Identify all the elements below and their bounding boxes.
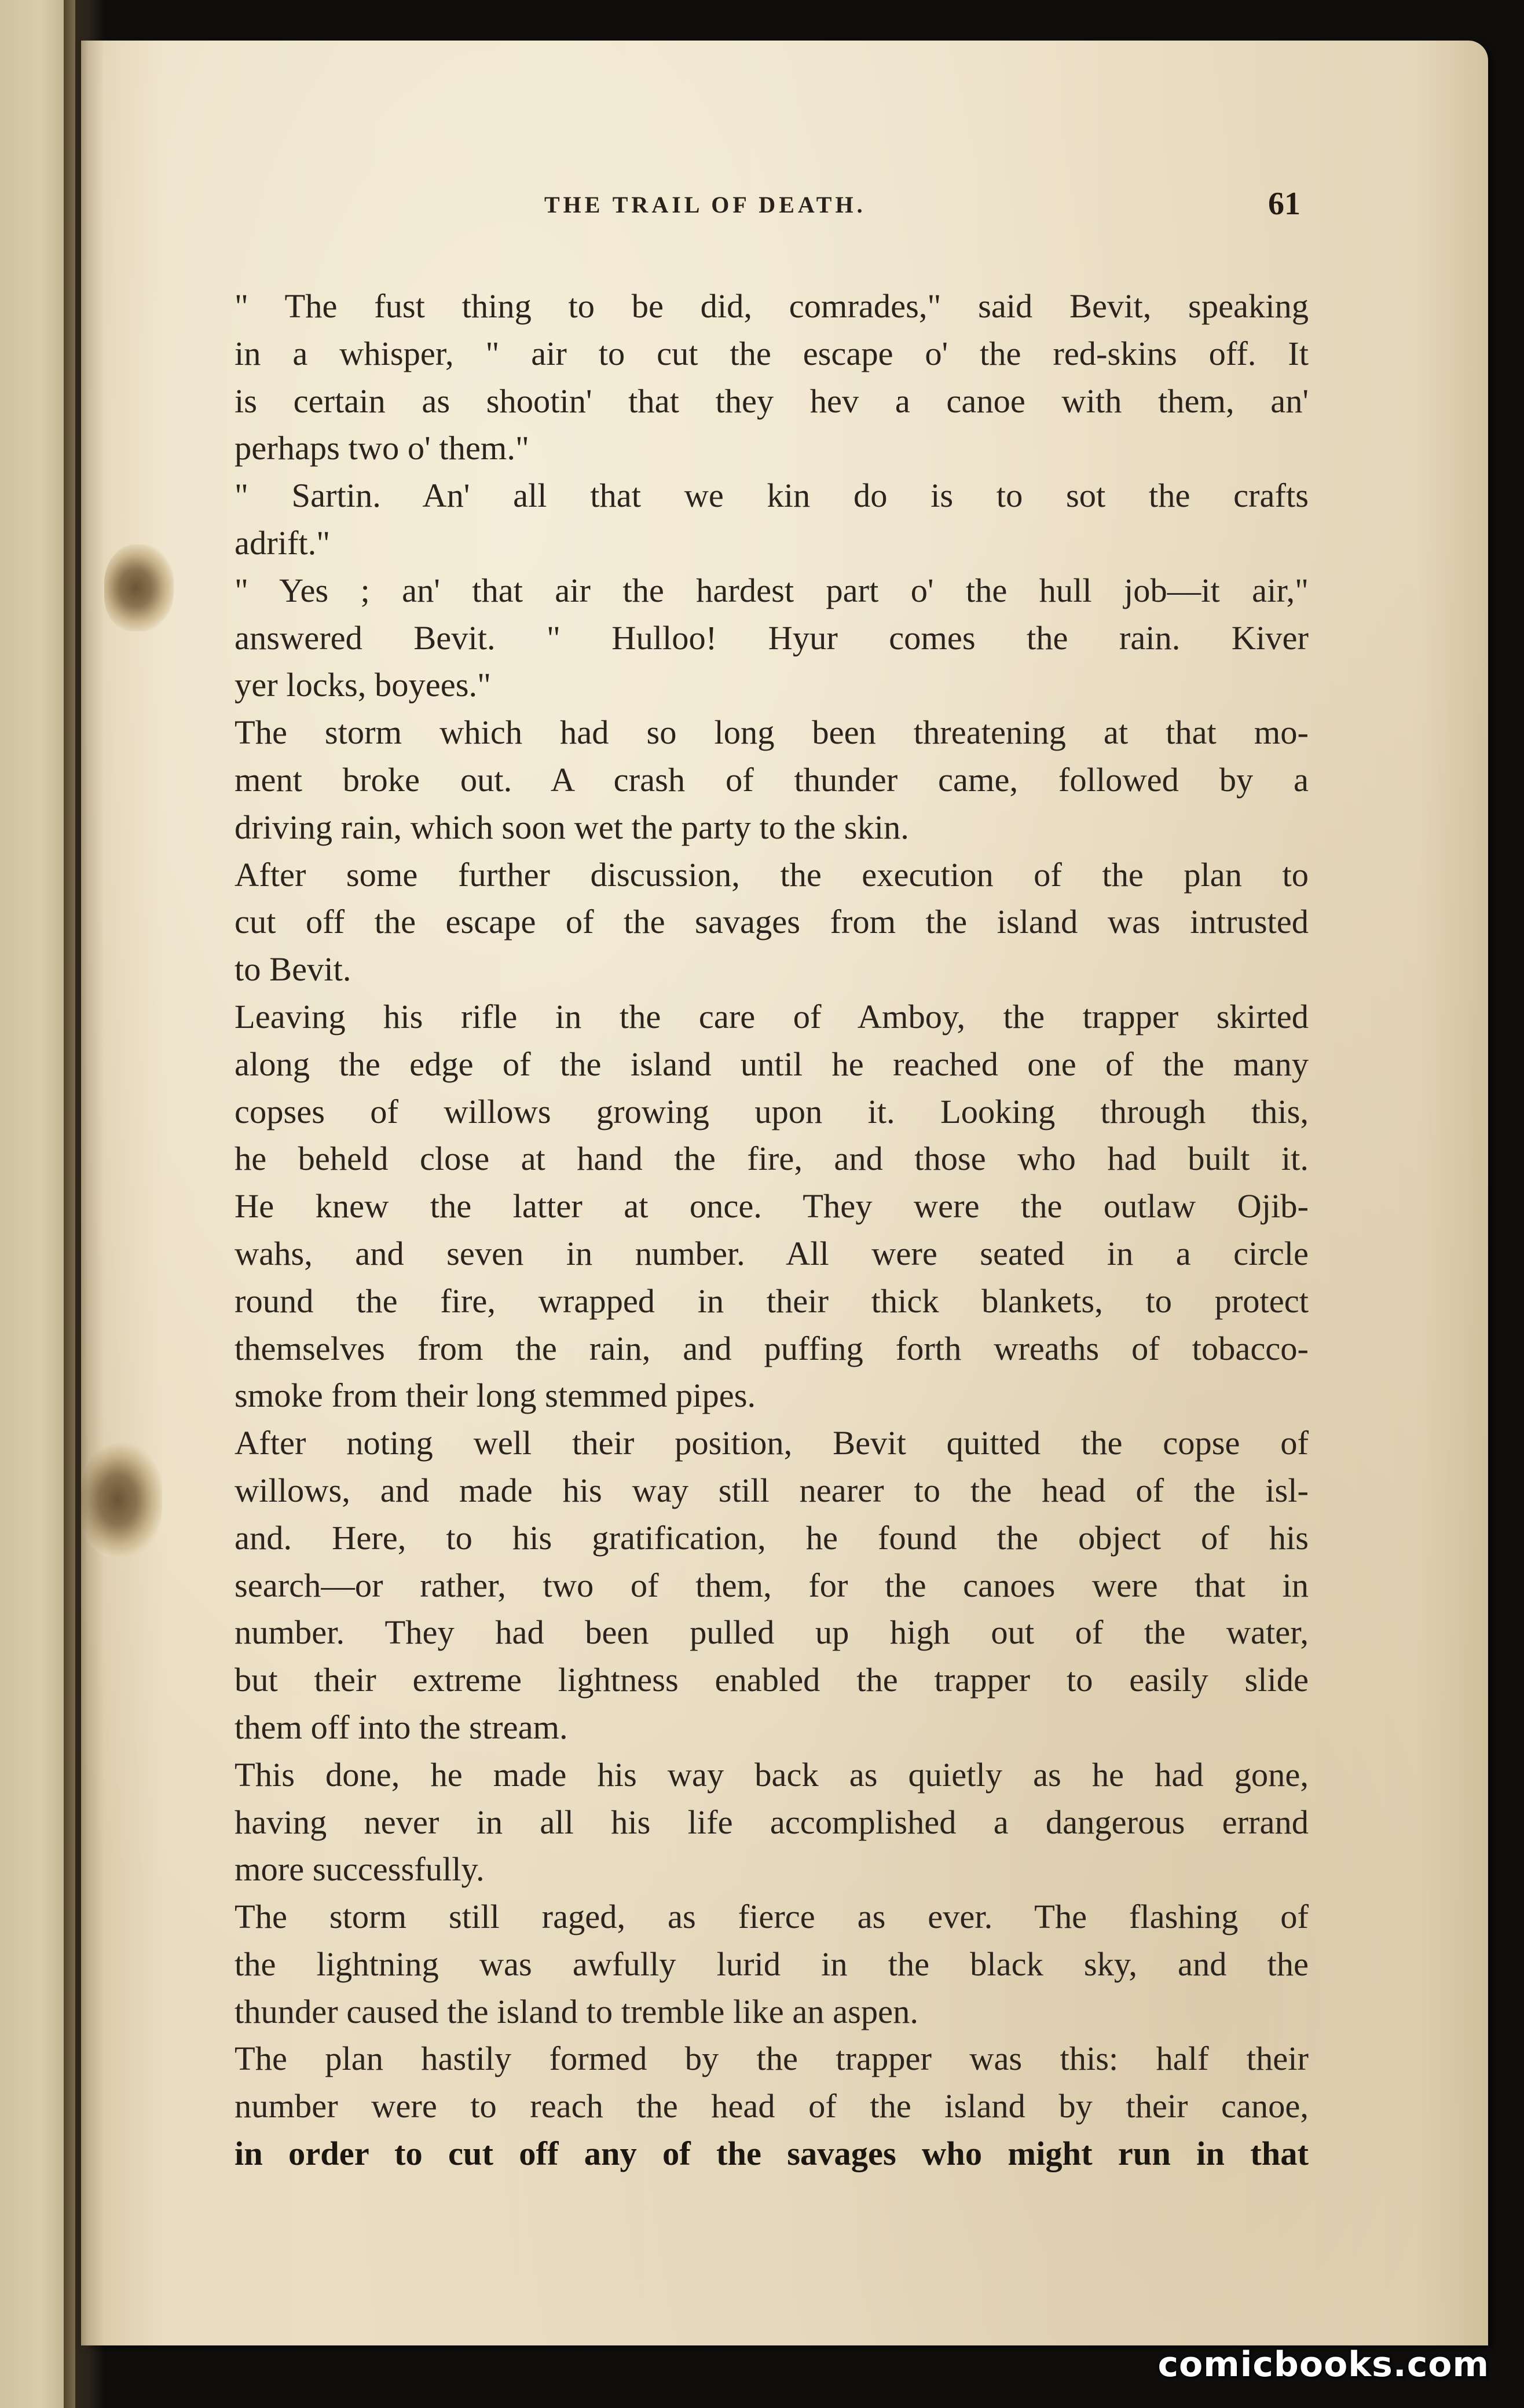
text-line: answered Bevit. " Hulloo! Hyur comes the rain. Kiver xyxy=(235,619,1309,657)
text-line: " Sartin. An' all that we kin do is to sot the crafts xyxy=(235,477,1309,515)
text-line: smoke from their long stemmed pipes. xyxy=(235,1377,756,1415)
text-line: This done, he made his way back as quietly as he had gone, xyxy=(235,1755,1309,1794)
text-line: adrift." xyxy=(235,524,331,562)
text-line: After noting well their position, Bevit quitted the copse of xyxy=(235,1424,1309,1462)
text-line: themselves from the rain, and puffing forth wreaths of tobacco- xyxy=(235,1329,1309,1367)
text-line: perhaps two o' them." xyxy=(235,429,529,467)
text-line: The plan hastily formed by the trapper was this: half their xyxy=(235,2040,1309,2078)
text-line: more successfully. xyxy=(235,1850,485,1889)
text-line: He knew the latter at once. They were the outlaw Ojib- xyxy=(235,1187,1309,1225)
running-title: THE TRAIL OF DEATH. xyxy=(544,192,866,218)
text-line: ment broke out. A crash of thunder came, followed by a xyxy=(235,760,1309,799)
body-text xyxy=(235,283,1309,2178)
text-line: cut off the escape of the savages from the island was intrusted xyxy=(235,903,1309,941)
text-line: The storm still raged, as fierce as ever. The flashing of xyxy=(235,1898,1309,1936)
text-line: The storm which had so long been threatening at that mo- xyxy=(235,713,1309,752)
text-line: thunder caused the island to tremble like an aspen. xyxy=(235,1992,918,2030)
text-line: number were to reach the head of the island by their canoe, xyxy=(235,2087,1309,2125)
text-line: After some further discussion, the execution of the plan to xyxy=(235,855,1309,894)
binding-staple-top xyxy=(104,544,174,631)
text-line: is certain as shootin' that they hev a canoe with them, an' xyxy=(235,382,1309,420)
text-line: in order to cut off any of the savages who might run in that xyxy=(235,2135,1309,2173)
text-line: driving rain, which soon wet the party to the skin. xyxy=(235,808,909,846)
text-line: willows, and made his way still nearer to the head of the isl- xyxy=(235,1471,1309,1509)
text-line: in a whisper, " air to cut the escape o' the red-skins off. It xyxy=(235,334,1309,372)
text-line: he beheld close at hand the fire, and those who had built it. xyxy=(235,1140,1309,1178)
page-number: 61 xyxy=(1268,186,1300,222)
text-line: round the fire, wrapped in their thick blankets, to protect xyxy=(235,1282,1309,1320)
text-line: the lightning was awfully lurid in the black sky, and the xyxy=(235,1945,1309,1983)
watermark: comicbooks.com xyxy=(1157,2344,1489,2385)
text-line: them off into the stream. xyxy=(235,1708,568,1746)
text-line: copses of willows growing upon it. Looking through this, xyxy=(235,1092,1309,1130)
text-line: to Bevit. xyxy=(235,950,351,989)
text-line: along the edge of the island until he reached one of the many xyxy=(235,1045,1309,1083)
binding-gutter-shadow xyxy=(64,0,104,2408)
text-line: number. They had been pulled up high out of the water, xyxy=(235,1613,1309,1652)
text-line: wahs, and seven in number. All were seated in a circle xyxy=(235,1234,1309,1272)
text-line: and. Here, to his gratification, he found the object of his xyxy=(235,1518,1309,1557)
text-line: having never in all his life accomplished a dangerous errand xyxy=(235,1803,1309,1841)
text-line: " The fust thing to be did, comrades," said Bevit, speaking xyxy=(235,287,1309,325)
text-line: but their extreme lightness enabled the trapper to easily slide xyxy=(235,1661,1309,1699)
text-line: search—or rather, two of them, for the canoes were that in xyxy=(235,1566,1309,1604)
text-line: " Yes ; an' that air the hardest part o' the hull job—it air," xyxy=(235,571,1309,609)
text-line: yer locks, boyees." xyxy=(235,666,492,704)
text-line: Leaving his rifle in the care of Amboy, the trapper skirted xyxy=(235,997,1309,1035)
